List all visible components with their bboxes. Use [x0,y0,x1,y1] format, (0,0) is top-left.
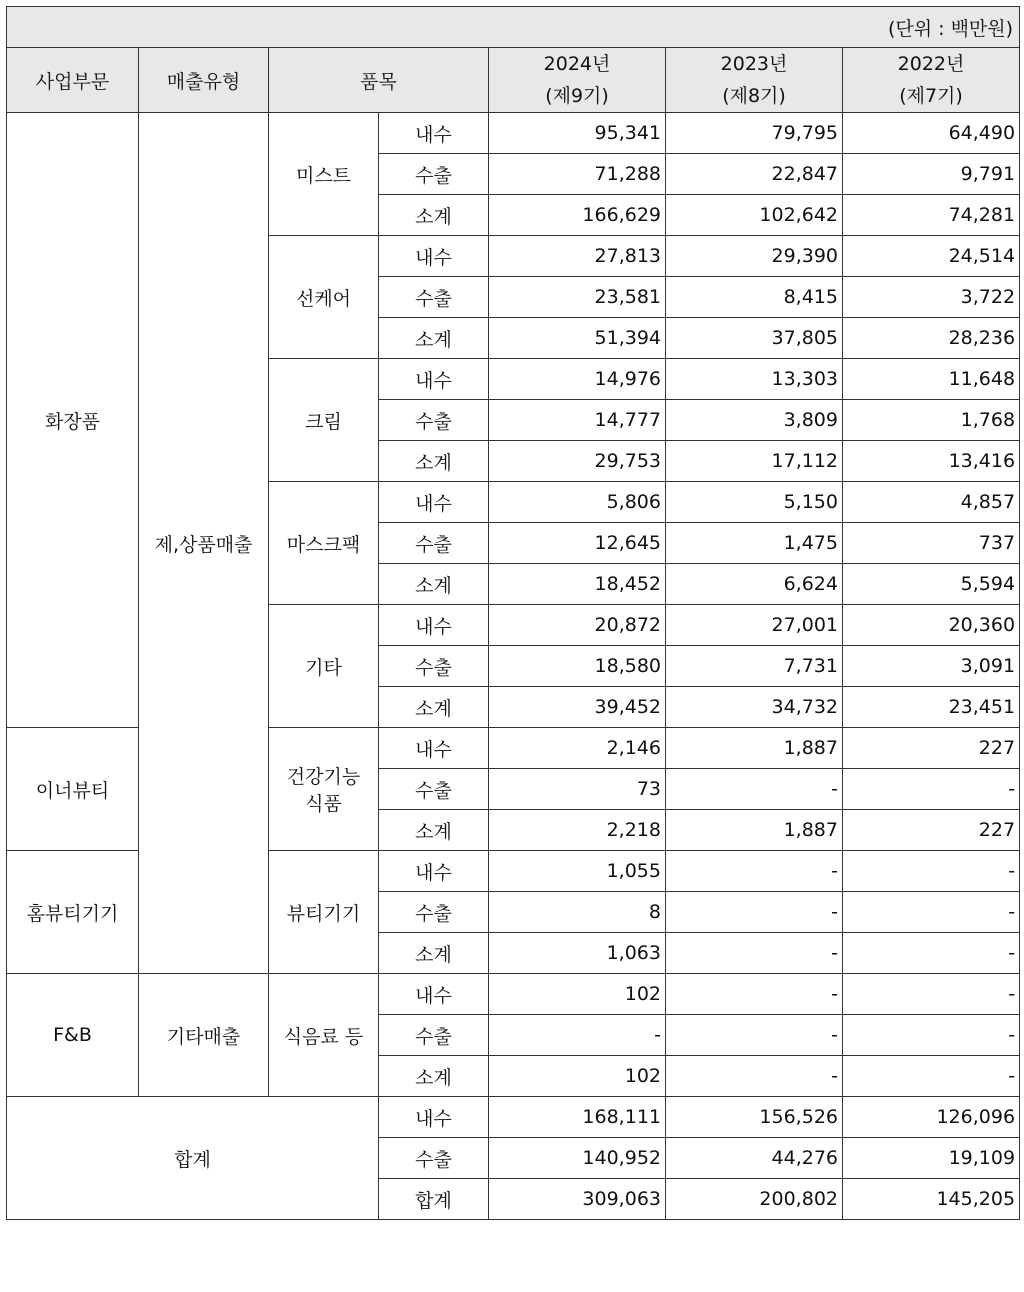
value-cell: - [666,892,843,933]
value-cell: - [843,1015,1020,1056]
value-cell: 168,111 [489,1097,666,1138]
row-type-subtotal: 소계 [379,195,489,236]
row-type-domestic: 내수 [379,482,489,523]
value-cell: 3,809 [666,400,843,441]
value-cell: 74,281 [843,195,1020,236]
value-cell: 71,288 [489,154,666,195]
header-year-2022 [843,48,1020,113]
value-cell: 3,722 [843,277,1020,318]
row-type-domestic: 내수 [379,1097,489,1138]
value-cell: 19,109 [843,1138,1020,1179]
item-health-food-line1: 건강기능 [286,766,361,788]
value-cell: 5,806 [489,482,666,523]
value-cell: 166,629 [489,195,666,236]
sales-table-container [6,6,1019,1220]
row-type-export: 수출 [379,892,489,933]
value-cell: 20,872 [489,605,666,646]
value-cell: 23,581 [489,277,666,318]
value-cell: 200,802 [666,1179,843,1220]
value-cell: 5,594 [843,564,1020,605]
table-row [7,974,1020,1015]
value-cell: 2,146 [489,728,666,769]
table-row [7,113,1020,154]
value-cell: - [666,769,843,810]
value-cell: 64,490 [843,113,1020,154]
segment-fnb: F&B [7,974,139,1097]
item-cream: 크림 [269,359,379,482]
value-cell: 227 [843,728,1020,769]
row-type-domestic: 내수 [379,113,489,154]
row-type-domestic: 내수 [379,851,489,892]
period-label: (제9기) [545,85,609,107]
row-type-domestic: 내수 [379,728,489,769]
value-cell: 95,341 [489,113,666,154]
value-cell: 9,791 [843,154,1020,195]
table-row [7,1097,1020,1138]
value-cell: 13,303 [666,359,843,400]
value-cell: 51,394 [489,318,666,359]
row-type-export: 수출 [379,400,489,441]
item-beauty-device: 뷰티기기 [269,851,379,974]
value-cell: 102 [489,1056,666,1097]
item-suncare: 선케어 [269,236,379,359]
value-cell: 140,952 [489,1138,666,1179]
row-type-domestic: 내수 [379,236,489,277]
row-type-subtotal: 소계 [379,933,489,974]
item-maskpack: 마스크팩 [269,482,379,605]
item-other: 기타 [269,605,379,728]
value-cell: 227 [843,810,1020,851]
year-label: 2024년 [543,53,611,75]
row-type-export: 수출 [379,1015,489,1056]
value-cell: 2,218 [489,810,666,851]
value-cell: 8,415 [666,277,843,318]
header-segment: 사업부문 [7,48,139,113]
value-cell: 7,731 [666,646,843,687]
header-sales-type: 매출유형 [139,48,269,113]
unit-row [7,7,1020,48]
value-cell: 737 [843,523,1020,564]
value-cell: - [666,974,843,1015]
value-cell: 28,236 [843,318,1020,359]
value-cell: 44,276 [666,1138,843,1179]
value-cell: 1,055 [489,851,666,892]
value-cell: 5,150 [666,482,843,523]
value-cell: 156,526 [666,1097,843,1138]
row-type-export: 수출 [379,769,489,810]
value-cell: - [843,933,1020,974]
value-cell: 1,887 [666,810,843,851]
value-cell: 1,887 [666,728,843,769]
value-cell: - [843,851,1020,892]
sales-type-products: 제,상품매출 [139,113,269,974]
value-cell: 6,624 [666,564,843,605]
row-type-subtotal: 소계 [379,687,489,728]
value-cell: 13,416 [843,441,1020,482]
year-label: 2022년 [897,53,965,75]
value-cell: 27,001 [666,605,843,646]
value-cell: - [666,1015,843,1056]
value-cell: 39,452 [489,687,666,728]
segment-inner-beauty: 이너뷰티 [7,728,139,851]
value-cell: 102 [489,974,666,1015]
value-cell: - [843,769,1020,810]
row-type-domestic: 내수 [379,359,489,400]
segment-total: 합계 [7,1097,379,1220]
value-cell: 18,580 [489,646,666,687]
row-type-export: 수출 [379,154,489,195]
header-year-2024 [489,48,666,113]
item-mist: 미스트 [269,113,379,236]
row-type-export: 수출 [379,1138,489,1179]
value-cell: 24,514 [843,236,1020,277]
item-food-beverage: 식음료 등 [269,974,379,1097]
unit-note: (단위 : 백만원) [7,7,1020,48]
value-cell: 126,096 [843,1097,1020,1138]
value-cell: 73 [489,769,666,810]
period-label: (제7기) [899,85,963,107]
segment-cosmetics: 화장품 [7,113,139,728]
value-cell: 11,648 [843,359,1020,400]
row-type-export: 수출 [379,523,489,564]
value-cell: 145,205 [843,1179,1020,1220]
row-type-export: 수출 [379,646,489,687]
item-health-food [269,728,379,851]
value-cell: 18,452 [489,564,666,605]
header-row [7,48,1020,113]
row-type-subtotal: 소계 [379,564,489,605]
value-cell: 27,813 [489,236,666,277]
value-cell: 17,112 [666,441,843,482]
item-health-food-line2: 식품 [305,793,342,815]
value-cell: 8 [489,892,666,933]
row-type-export: 수출 [379,277,489,318]
period-label: (제8기) [722,85,786,107]
value-cell: 20,360 [843,605,1020,646]
value-cell: 14,976 [489,359,666,400]
header-item: 품목 [269,48,489,113]
value-cell: 1,768 [843,400,1020,441]
value-cell: 34,732 [666,687,843,728]
value-cell: 29,753 [489,441,666,482]
year-label: 2023년 [720,53,788,75]
row-type-domestic: 내수 [379,974,489,1015]
value-cell: 309,063 [489,1179,666,1220]
value-cell: 79,795 [666,113,843,154]
row-type-total: 합계 [379,1179,489,1220]
row-type-subtotal: 소계 [379,318,489,359]
value-cell: - [666,851,843,892]
row-type-domestic: 내수 [379,605,489,646]
value-cell: 102,642 [666,195,843,236]
header-year-2023 [666,48,843,113]
sales-type-other: 기타매출 [139,974,269,1097]
value-cell: 29,390 [666,236,843,277]
value-cell: 12,645 [489,523,666,564]
value-cell: 22,847 [666,154,843,195]
value-cell: 23,451 [843,687,1020,728]
row-type-subtotal: 소계 [379,810,489,851]
value-cell: - [666,1056,843,1097]
value-cell: 14,777 [489,400,666,441]
sales-table [6,6,1020,1220]
value-cell: 3,091 [843,646,1020,687]
value-cell: - [843,892,1020,933]
value-cell: 4,857 [843,482,1020,523]
value-cell: 37,805 [666,318,843,359]
row-type-subtotal: 소계 [379,1056,489,1097]
row-type-subtotal: 소계 [379,441,489,482]
value-cell: - [843,1056,1020,1097]
value-cell: 1,063 [489,933,666,974]
value-cell: 1,475 [666,523,843,564]
value-cell: - [489,1015,666,1056]
value-cell: - [666,933,843,974]
value-cell: - [843,974,1020,1015]
segment-home-beauty: 홈뷰티기기 [7,851,139,974]
